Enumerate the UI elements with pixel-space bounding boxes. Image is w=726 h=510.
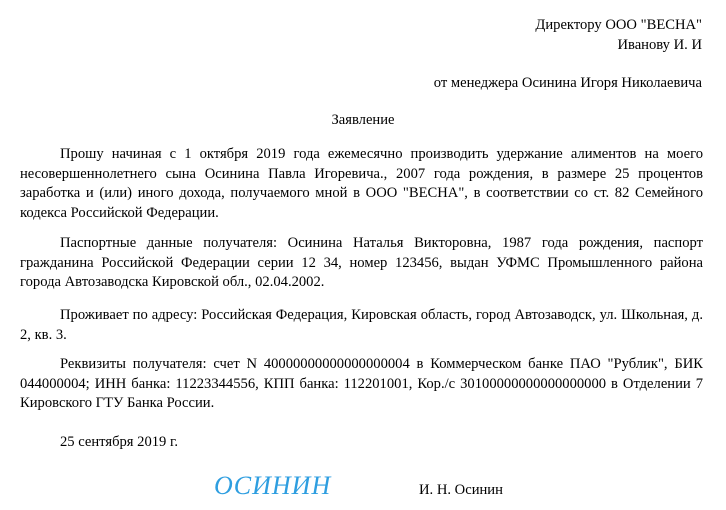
signer-name: И. Н. Осинин — [419, 482, 503, 498]
addressee-line-2: Иванову И. И — [617, 37, 702, 53]
paragraph-bank-details: Реквизиты получателя: счет N 40000000000000000004 в Коммерческом банке ПАО "Рублик", БИК 044000004; ИНН банка: 11223344556, КПП банка: 112201001, Кор./с 30100000000000000000 в Отделении 7 Кировского ГТУ Банка России. — [20, 356, 703, 411]
addressee-line-1: Директору ООО "ВЕСНА" — [535, 17, 702, 33]
from-line: от менеджера Осинина Игоря Николаевича — [433, 75, 702, 91]
paragraph-address: Проживает по адресу: Российская Федерация, Кировская область, город Автозаводск, ул. Школьная, д. 2, кв. 3. — [20, 307, 703, 343]
paragraph-request: Прошу начиная с 1 октября 2019 года ежемесячно производить удержание алиментов на моего несовершеннолетнего сына Осинина Павла Игоревича., 2007 года рождения, в размере 25 процентов заработка и (или) иного дохода, получаемого мной в ООО "ВЕСНА", в соответствии со ст. 82 Семейного кодекса Российской Федерации. — [20, 146, 703, 221]
document-title: Заявление — [331, 112, 395, 128]
handwritten-signature: ОСИНИН — [214, 471, 332, 500]
document-date: 25 сентября 2019 г. — [60, 434, 178, 450]
paragraph-passport: Паспортные данные получателя: Осинина Наталья Викторовна, 1987 года рождения, паспорт гражданина Российской Федерации серии 12 34, номер 123456, выдан УФМС Промышленного района города Автозаводска Кировской обл., 02.04.2002. — [20, 235, 703, 290]
